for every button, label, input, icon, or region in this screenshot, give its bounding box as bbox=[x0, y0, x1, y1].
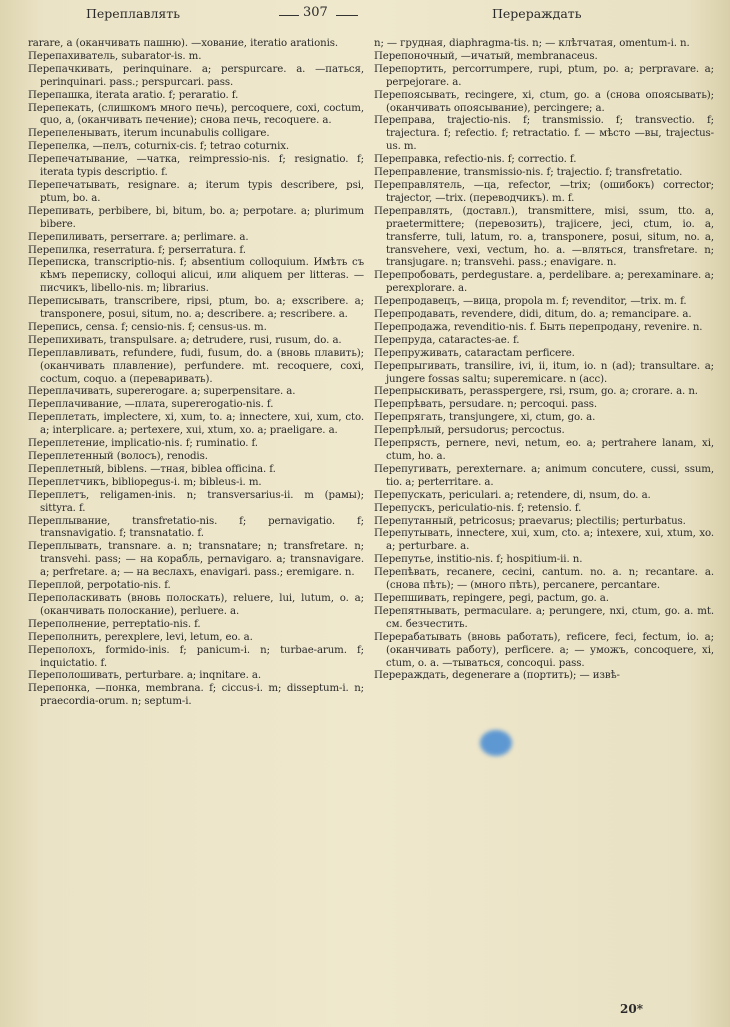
dictionary-entry: Переплачивать, supererogare. a; superpensitare. a. bbox=[28, 386, 296, 398]
dictionary-entry: Перепеленывать, iterum incunabulis colligare. bbox=[28, 128, 270, 140]
dictionary-entry: Перепонка, —понка, membrana. f; ciccus-i. m; disseptum-i. n; praecordia-orum. n; septum-i. bbox=[28, 683, 364, 708]
dictionary-entry: Переправка, refectio-nis. f; correctio. f. bbox=[374, 154, 577, 166]
dictionary-entry: Переплывание, transfretatio-nis. f; pernavigatio. f; transnavigatio. f; transnatatio. f. bbox=[28, 515, 364, 540]
dictionary-entry: Переполошивать, perturbare. a; inqnitare. a. bbox=[28, 670, 261, 682]
dictionary-entry: rarare, a (оканчивать пашню). —хование, iteratio arationis. bbox=[28, 38, 339, 49]
dictionary-entry: Перепашка, iterata aratio. f; peraratio. f. bbox=[28, 89, 239, 101]
right-column bbox=[374, 38, 714, 683]
dictionary-entry: Перепечатывать, resignare. a; iterum typis describere, psi, ptum, bo. a. bbox=[28, 179, 364, 204]
dictionary-entry: Перепятнывать, permaculare. a; perungere, nxi, ctum, go. a. mt. см. безчестить. bbox=[374, 605, 714, 630]
dictionary-entry: Перепрясть, pernere, nevi, netum, eo. a; pertrahere lanam, xi, ctum, ho. a. bbox=[374, 438, 714, 462]
dictionary-entry: Перепускать, pericularі. a; retendere, di, nsum, do. a. bbox=[374, 489, 651, 501]
dictionary-entry: Переписывать, transcribere, ripsi, ptum, bo. a; exscribere. a; transponere, posui, situm, no. a; describere. a; rescribere. a. bbox=[28, 296, 364, 321]
dictionary-entry: Перепутье, institio-nis. f; hospitium-ii. n. bbox=[374, 554, 583, 566]
dictionary-entry: Перепоясывать, recingere, xi, ctum, go. a (снова опоясывать); (оканчивать опоясывание), percingere; a. bbox=[374, 89, 714, 114]
dictionary-entry: Перепрыгивать, transilire, ivi, ii, itum, io. n (ad); transultare. a; jungere fossas saltu; superemicare. n (acc). bbox=[374, 360, 714, 385]
dictionary-entry: Переправлятель, —ца, refector, —trix; (ошибокъ) corrector; trajector, —trix. (переводчикъ). m. f. bbox=[374, 179, 714, 204]
dictionary-entry: Переписка, transcriptio-nis. f; absentium colloquium. Имѣть съ кѣмъ переписку, colloqui alicui, или aliquem per litteras. —писчикъ, libello-nis. m; librarius. bbox=[28, 257, 364, 295]
dictionary-entry: Переплывать, transnare. a. n; transnatare; n; transfretare. n; transvehi. pass; — на корабль, pernavigaro. a; transnavigare. a; perfretare. a; — на веслахъ, enavigari. pass.; eremigare. n. bbox=[28, 541, 364, 579]
dictionary-entry: Перепечатывание, —чатка, reimpressio-nis. f; resignatio. f; iterata typis descriptio. f. bbox=[28, 154, 364, 179]
signature-mark: 20* bbox=[620, 1002, 643, 1016]
dictionary-entry: Перепутанный, petricosus; praevarus; plectilis; perturbatus. bbox=[374, 515, 686, 527]
dictionary-entry: Переполнение, perreptatio-nis. f. bbox=[28, 618, 201, 630]
dictionary-entry: Перепруживать, cataractam perficere. bbox=[374, 347, 575, 359]
dictionary-entry: Перепилка, reserratura. f; perserratura. f. bbox=[28, 244, 246, 256]
dictionary-entry: Перепивать, perbibere, bi, bitum, bo. a; perpotare. a; plurimum bibere. bbox=[28, 205, 364, 230]
header-left-word: Переплавлять bbox=[86, 6, 181, 21]
left-column bbox=[28, 38, 364, 709]
dictionary-entry: Переплетенный (волосъ), renodis. bbox=[28, 451, 208, 462]
dictionary-entry: Перепелка, —пелъ, coturnix-cis. f; tetrao coturnix. bbox=[28, 141, 290, 153]
dictionary-entry: Переправление, transmissio-nis. f; trajectio. f; transfretatio. bbox=[374, 167, 683, 179]
dictionary-entry: Переправлять, (доставл.), transmittere, misi, ssum, tto. a, praetermittere; (перевозить), trajicere, jeci, ctum, io. a, transferre, tuli, latum, ro. a, transponere, posui, situm, no. a, transvehere, vexi, vectum, ho. a. —вляться, transfretare. n; transjugare. n; transvehi. pass.; enavigare. n. bbox=[374, 205, 714, 269]
dictionary-entry: Перепортить, percorrumpere, rupi, ptum, po. a; perpravare. a; perpejorare. a. bbox=[374, 63, 714, 88]
header-right-word: Перераждать bbox=[492, 6, 582, 21]
dictionary-entry: Переплачивание, —плата, supererogatio-nis. f. bbox=[28, 399, 274, 411]
header-rule-left bbox=[279, 15, 299, 16]
dictionary-entry: Переплетать, implectere, xi, xum, to. a; innectere, xui, xum, cto. a; interplicare. a; pertexere, xui, xtum, xo. a; praeligare. a. bbox=[28, 412, 364, 437]
dictionary-entry: Перепугивать, perexternare. a; animum concutere, cussi, ssum, tio. a; perterritare. a. bbox=[374, 463, 714, 488]
dictionary-entry: Переплавливать, refundere, fudi, fusum, do. a (вновь плавить); (оканчивать плавление), perfundere. mt. recoquere, coxi, coctum, coquo. a (переваривать). bbox=[28, 347, 364, 385]
dictionary-entry: Перераждать, degenerare a (портить); — извѣ- bbox=[374, 670, 620, 682]
dictionary-entry: Перепускъ, periculatio-nis. f; retensio. f. bbox=[374, 502, 582, 514]
blue-ink-smudge bbox=[480, 730, 512, 756]
dictionary-entry: Перерабатывать (вновь работать), reficere, feci, fectum, io. a; (оканчивать работу), perficere. a; — уможъ, concoquere, xi, ctum, o. a. —тываться, concoqui. pass. bbox=[374, 631, 714, 669]
dictionary-entry: Перепрѣлый, persudorus; percoctus. bbox=[374, 425, 565, 437]
dictionary-entry: Переплетъ, religamen-inis. n; transversarius-ii. m (рамы); sittyra. f. bbox=[28, 489, 364, 514]
dictionary-entry: Переполохъ, formido-inis. f; panicum-i. n; turbae-arum. f; inquictatio. f. bbox=[28, 644, 364, 669]
dictionary-entry: Перепродажа, revenditio-nis. f. Быть перепродану, revenire. n. bbox=[374, 321, 703, 333]
dictionary-entry: Перепшивать, repingere, pegi, pactum, go. a. bbox=[374, 592, 609, 604]
dictionary-entry: Переплетение, implicatio-nis. f; ruminatio. f. bbox=[28, 438, 258, 450]
dictionary-entry: Переплетчикъ, bibliopegus-i. m; bibleus-i. m. bbox=[28, 476, 262, 488]
dictionary-entry: Переплой, perpotatio-nis. f. bbox=[28, 580, 171, 592]
dictionary-entry: Перепоночный, —ичатый, membranaceus. bbox=[374, 50, 598, 62]
dictionary-entry: Перепихивать, transpulsare. a; detrudere, rusi, rusum, do. a. bbox=[28, 334, 342, 346]
dictionary-entry: Перепачкивать, perinquinare. a; perspurcare. a. —паться, perinquinari. pass.; perspurcari. pass. bbox=[28, 63, 364, 88]
dictionary-entry: Переполнить, perexplere, levi, letum, eo. a. bbox=[28, 631, 253, 643]
page-number: 307 bbox=[303, 5, 328, 20]
dictionary-entry: Перепѣвать, recanere, cecini, cantum. no. a. n; recantare. a. (снова пѣть); — (много пѣть), percanere, percantare. bbox=[374, 567, 714, 592]
header-rule-right bbox=[336, 15, 358, 16]
dictionary-entry: Перепиливать, perserrare. a; perlimare. a. bbox=[28, 231, 249, 243]
dictionary-entry: n; — грудная, diaphragma-tis. n; — клѣтчатая, omentum-i. n. bbox=[374, 38, 690, 49]
dictionary-entry: Переплетный, biblens. —тная, biblea officina. f. bbox=[28, 463, 276, 475]
dictionary-entry: Переполаскивать (вновь полоскать), reluere, lui, lutum, o. a; (оканчивать полоскание), perluere. a. bbox=[28, 592, 364, 617]
dictionary-entry: Перепруда, cataractes-ae. f. bbox=[374, 334, 520, 346]
dictionary-entry: Перепись, censa. f; censio-nis. f; census-us. m. bbox=[28, 321, 267, 333]
page-header bbox=[0, 4, 730, 24]
dictionary-entry: Перепробовать, perdegustare. a, perdelibare. a; perexaminare. a; perexplorare. a. bbox=[374, 270, 714, 295]
dictionary-entry: Перепрѣвать, persudare. n; percoqui. pass. bbox=[374, 399, 597, 411]
dictionary-entry: Перепутывать, innectere, xui, xum, cto. a; intexere, xui, xtum, xo. a; perturbare. a. bbox=[374, 528, 714, 553]
dictionary-entry: Перепекать, (слишкомъ много печь), percoquere, coxi, coctum, quo, a, (оканчивать печение); снова печь, recoquere. a. bbox=[28, 102, 364, 127]
dictionary-entry: Перепрыскивать, perasspergere, rsi, rsum, go. a; crorare. a. n. bbox=[374, 386, 698, 398]
dictionary-entry: Перепродавать, revendere, didi, ditum, do. a; remancipare. a. bbox=[374, 309, 692, 321]
dictionary-entry: Перепахиватель, subarator-is. m. bbox=[28, 50, 202, 62]
dictionary-entry: Перепродавецъ, —вица, propola m. f; revenditor, —trix. m. f. bbox=[374, 296, 687, 308]
dictionary-entry: Перепрягать, transjungere, xi, ctum, go. a. bbox=[374, 412, 596, 424]
dictionary-entry: Переправа, trajectio-nis. f; transmissio. f; transvectio. f; trajectura. f; refectio. f; retractatio. f. — мѣсто —вы, trajectus-us. m. bbox=[374, 115, 714, 153]
